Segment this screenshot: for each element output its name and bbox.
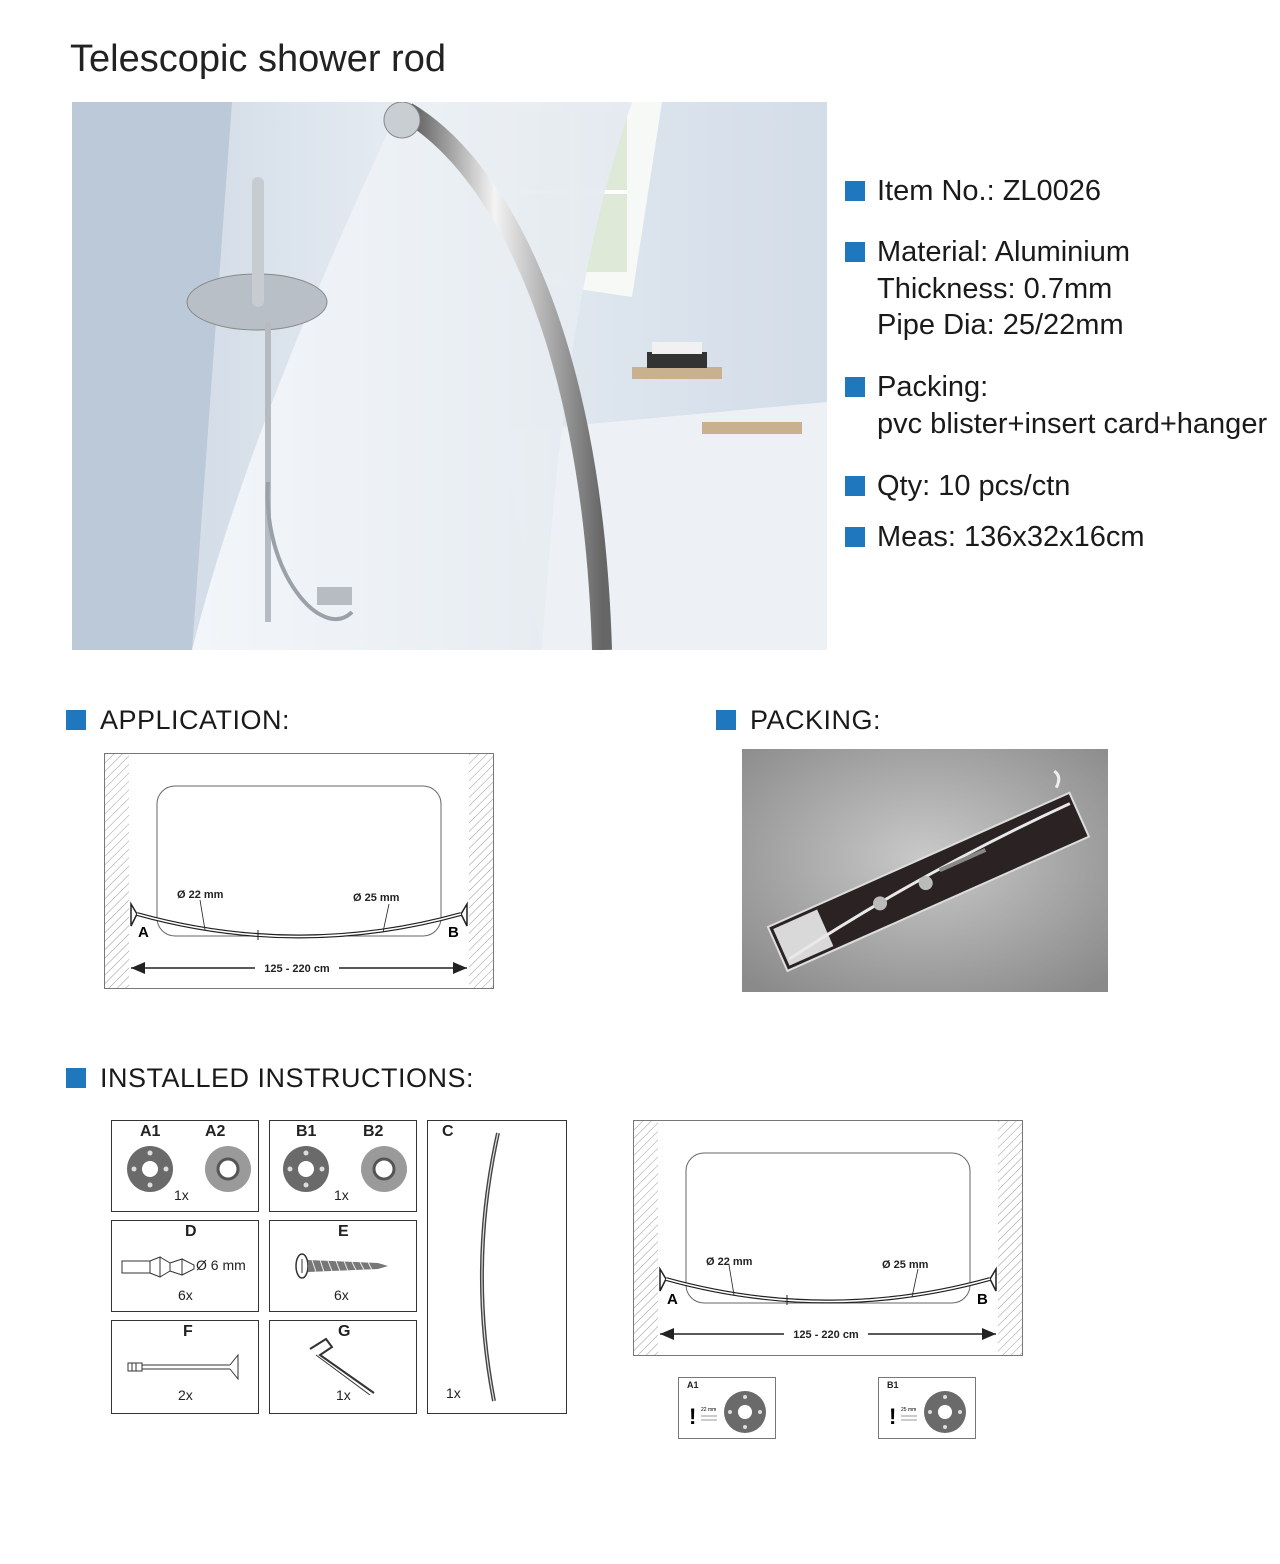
diameter-25-label: Ø 25 mm: [353, 892, 400, 904]
application-diagram: [104, 753, 494, 989]
page-title: Telescopic shower rod: [70, 38, 446, 80]
part-a-qty: 1x: [174, 1187, 189, 1203]
part-cell-e: [269, 1220, 417, 1312]
bullet-icon: [845, 377, 865, 397]
section-installed: [66, 1063, 474, 1094]
spec-qty: [845, 468, 1070, 504]
end-a-label: A: [667, 1291, 678, 1308]
section-packing-label: PACKING:: [750, 705, 882, 735]
part-cell-a: [111, 1120, 259, 1212]
spec-packing-label: Packing:: [877, 371, 989, 403]
range-label: 125 - 220 cm: [793, 1329, 859, 1341]
warning-icon: !: [889, 1404, 897, 1429]
packing-photo: [742, 749, 1108, 992]
callout-b1-size: 25 mm: [901, 1407, 917, 1413]
part-b2-label: B2: [363, 1123, 384, 1140]
bullet-icon: [845, 181, 865, 201]
part-b-qty: 1x: [334, 1187, 349, 1203]
spec-packing-value: pvc blister+insert card+hanger: [877, 408, 1268, 440]
spec-item-no-text: Item No.: ZL0026: [877, 175, 1102, 207]
bullet-icon: [66, 710, 86, 730]
spec-meas: [845, 519, 1145, 555]
part-cell-c: [427, 1120, 567, 1414]
screw-icon: [292, 1251, 392, 1281]
wall-right: [998, 1121, 1022, 1355]
spec-material: [845, 234, 1130, 270]
part-d-label: D: [185, 1223, 197, 1240]
part-cell-b: [269, 1120, 417, 1212]
bullet-icon: [845, 527, 865, 547]
product-photo: [72, 102, 827, 650]
range-label: 125 - 220 cm: [264, 963, 330, 975]
callout-a1-size: 22 mm: [701, 1407, 717, 1413]
diameter-22-label: Ø 22 mm: [706, 1256, 753, 1268]
end-a-label: A: [138, 924, 149, 941]
part-a2-label: A2: [205, 1123, 226, 1140]
bullet-icon: [845, 476, 865, 496]
spec-pipe-dia: Pipe Dia: 25/22mm: [877, 309, 1124, 341]
wall-right: [469, 754, 493, 988]
part-d-qty: 6x: [178, 1287, 193, 1303]
part-c-qty: 1x: [446, 1385, 461, 1401]
curved-rod-icon: [458, 1127, 538, 1407]
spec-thickness: Thickness: 0.7mm: [877, 273, 1113, 305]
callout-a1: [678, 1377, 776, 1439]
bathtub-outline: [686, 1153, 970, 1303]
bullet-icon: [716, 710, 736, 730]
wall-left: [105, 754, 129, 988]
part-c-label: C: [442, 1123, 454, 1140]
spec-packing: [845, 369, 988, 405]
diameter-25-label: Ø 25 mm: [882, 1259, 929, 1271]
part-cell-f: [111, 1320, 259, 1414]
section-application-label: APPLICATION:: [100, 705, 291, 735]
part-f-qty: 2x: [178, 1387, 193, 1403]
part-a1-label: A1: [140, 1123, 161, 1140]
part-b1-label: B1: [296, 1123, 317, 1140]
bathroom-scene-illustration: [72, 102, 827, 650]
end-b-label: B: [977, 1291, 988, 1308]
installed-diagram: [633, 1120, 1023, 1356]
callout-a1-label: A1: [687, 1380, 699, 1390]
part-e-qty: 6x: [334, 1287, 349, 1303]
diameter-22-label: Ø 22 mm: [177, 889, 224, 901]
part-g-label: G: [338, 1323, 351, 1340]
part-g-qty: 1x: [336, 1387, 351, 1403]
bullet-icon: [66, 1068, 86, 1088]
flange-icon: [124, 1145, 254, 1197]
warning-icon: !: [689, 1404, 697, 1429]
part-f-label: F: [183, 1323, 193, 1340]
bolt-icon: [126, 1351, 246, 1381]
section-installed-label: INSTALLED INSTRUCTIONS:: [100, 1063, 475, 1093]
part-cell-g: [269, 1320, 417, 1414]
hex-key-icon: [300, 1335, 390, 1395]
wall-left: [634, 1121, 658, 1355]
callout-b1-label: B1: [887, 1380, 899, 1390]
section-packing: [716, 705, 881, 736]
part-cell-d: [111, 1220, 259, 1312]
bullet-icon: [845, 242, 865, 262]
end-b-label: B: [448, 924, 459, 941]
bathtub-outline: [157, 786, 441, 936]
spec-meas-text: Meas: 136x32x16cm: [877, 521, 1145, 553]
part-e-label: E: [338, 1223, 349, 1240]
wall-plug-icon: [120, 1255, 200, 1279]
part-d-size: Ø 6 mm: [196, 1257, 246, 1273]
spec-item-no: [845, 173, 1101, 209]
section-application: [66, 705, 290, 736]
spec-material-text: Material: Aluminium: [877, 236, 1131, 268]
spec-qty-text: Qty: 10 pcs/ctn: [877, 470, 1071, 502]
callout-b1: [878, 1377, 976, 1439]
